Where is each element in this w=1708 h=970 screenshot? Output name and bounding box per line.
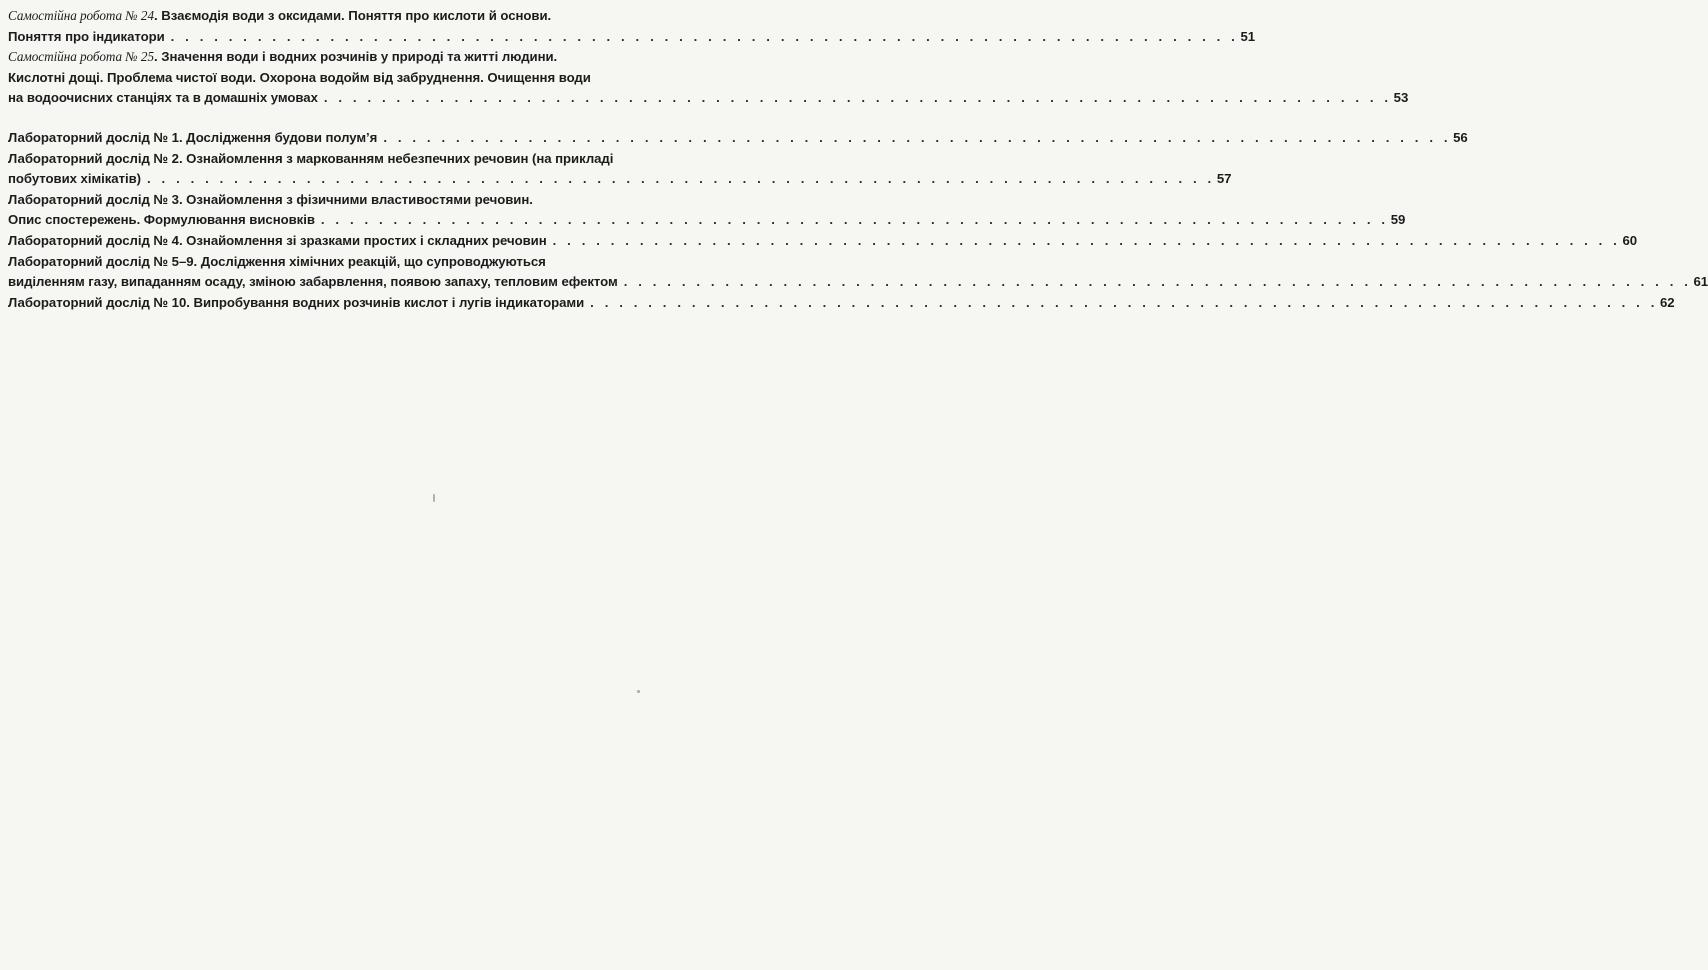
dot-leader: . . . . . . . . . . . . . . . . . . . . . . . . . . . . . . . . . . . . . . . . . . . . . . . . . . . . . . . . . . . . . . . . . . . . . . . . . . — [323, 90, 1392, 106]
toc-entry-lab-3 — [8, 190, 1406, 231]
toc-entry-lab-4 — [8, 231, 1638, 252]
entry-title-line: Лабораторний дослід № 3. Ознайомлення з фізичними властивостями речовин. — [8, 191, 533, 207]
scan-artifact — [637, 690, 640, 693]
entry-prefix: Самостійна робота № 25 — [8, 49, 155, 65]
dot-leader: . . . . . . . . . . . . . . . . . . . . . . . . . . . . . . . . . . . . . . . . . . . . . . . . . . . . . . . . . . . . . . . . . . . . . . . . . . — [320, 212, 1389, 228]
entry-title-last-line: побутових хімікатів) — [8, 171, 142, 187]
toc-entry-independent-work-25 — [8, 47, 1409, 109]
entry-title-last-line: Лабораторний дослід № 1. Дослідження будови полум’я — [8, 129, 378, 145]
page-number: 61 — [1693, 274, 1708, 290]
entry-title-last-line: Поняття про індикатори — [8, 28, 165, 44]
dot-leader: . . . . . . . . . . . . . . . . . . . . . . . . . . . . . . . . . . . . . . . . . . . . . . . . . . . . . . . . . . . . . . . . . . . . . . . . . . — [170, 28, 1239, 44]
dot-leader: . . . . . . . . . . . . . . . . . . . . . . . . . . . . . . . . . . . . . . . . . . . . . . . . . . . . . . . . . . . . . . . . . . . . . . . . . . — [623, 274, 1692, 290]
scan-artifact — [433, 494, 435, 502]
page-number: 62 — [1659, 294, 1675, 310]
dot-leader: . . . . . . . . . . . . . . . . . . . . . . . . . . . . . . . . . . . . . . . . . . . . . . . . . . . . . . . . . . . . . . . . . . . . . . . . . . — [383, 129, 1452, 145]
dot-leader: . . . . . . . . . . . . . . . . . . . . . . . . . . . . . . . . . . . . . . . . . . . . . . . . . . . . . . . . . . . . . . . . . . . . . . . . . . — [147, 171, 1215, 187]
page-number: 57 — [1216, 171, 1232, 187]
entry-title-line: . Значення води і водних розчинів у природі та житті людини. — [154, 49, 558, 65]
page-number: 59 — [1390, 212, 1406, 228]
entry-prefix: Самостійна робота № 24 — [8, 8, 155, 23]
dot-leader: . . . . . . . . . . . . . . . . . . . . . . . . . . . . . . . . . . . . . . . . . . . . . . . . . . . . . . . . . . . . . . . . . . . . . . . . . . — [590, 294, 1658, 310]
entry-title-last-line: виділенням газу, випаданням осаду, зміною забарвлення, появою запаху, тепловим ефектом — [8, 274, 618, 290]
toc-entry-independent-work-24 — [8, 6, 1256, 47]
toc-entry-lab-1 — [8, 128, 1468, 149]
entry-title-line: Лабораторний дослід № 5–9. Дослідження хімічних реакцій, що супроводжуються — [8, 253, 546, 269]
dot-leader: . . . . . . . . . . . . . . . . . . . . . . . . . . . . . . . . . . . . . . . . . . . . . . . . . . . . . . . . . . . . . . . . . . . . . . . . . . — [552, 232, 1621, 248]
entry-title-line: . Взаємодія води з оксидами. Поняття про кислоти й основи. — [154, 8, 552, 23]
entry-title-last-line: Опис спостережень. Формулювання висновків — [8, 212, 315, 228]
page-number: 56 — [1453, 129, 1468, 145]
page-number: 51 — [1240, 28, 1256, 44]
page-number: 60 — [1622, 232, 1638, 248]
entry-title-last-line: Лабораторний дослід № 4. Ознайомлення зі зразками простих і складних речовин — [8, 232, 547, 248]
section-gap — [8, 109, 738, 128]
entry-title-last-line: Лабораторний дослід № 10. Випробування водних розчинів кислот і лугів індикаторами — [8, 294, 585, 310]
entry-title-line: Кислотні дощі. Проблема чистої води. Охорона водойм від забруднення. Очищення води — [8, 69, 591, 85]
entry-title-last-line: на водоочисних станціях та в домашніх умовах — [8, 90, 318, 106]
toc-entry-lab-5-9 — [8, 252, 1708, 293]
entry-title-line: Лабораторний дослід № 2. Ознайомлення з маркованням небезпечних речовин (на прикладі — [8, 150, 614, 166]
toc-entry-lab-2 — [8, 149, 1232, 190]
toc-entry-lab-10 — [8, 293, 1675, 314]
page-number: 53 — [1393, 90, 1409, 106]
table-of-contents — [8, 6, 1708, 313]
